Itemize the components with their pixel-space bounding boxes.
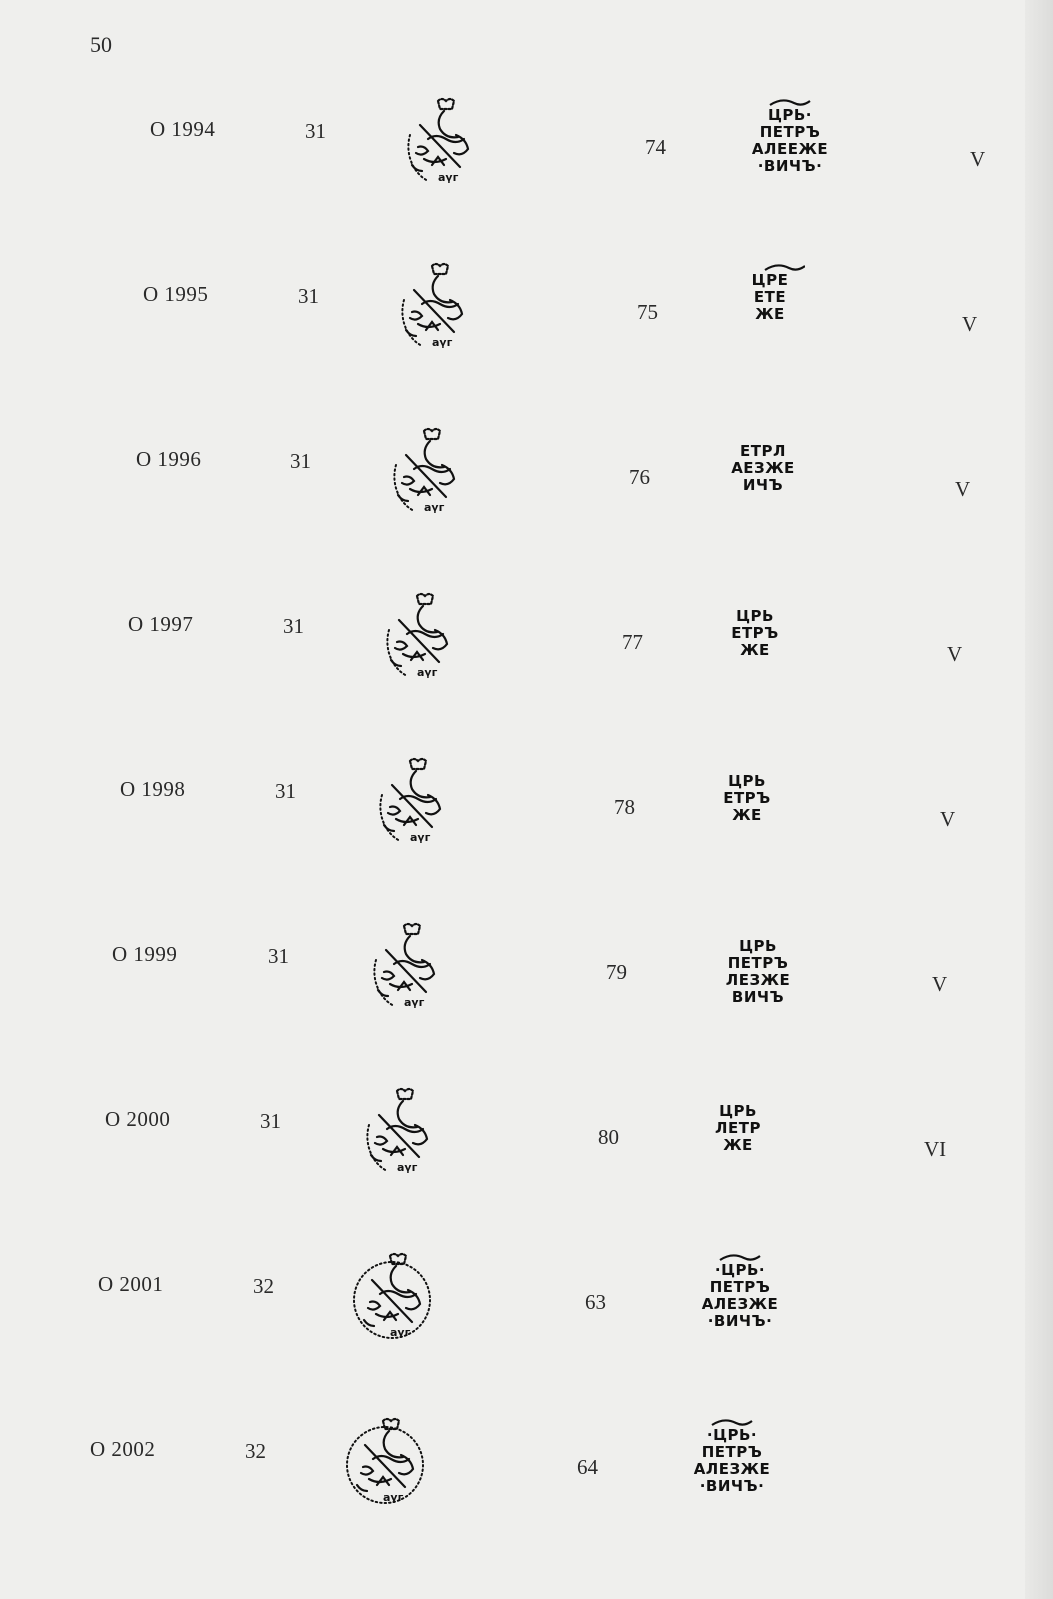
rider-image xyxy=(350,1250,434,1342)
reverse-inscription xyxy=(690,1254,790,1330)
inscription-line: ПЕТРЪ xyxy=(727,955,789,972)
reverse-inscription xyxy=(728,443,798,494)
titlo-mark xyxy=(682,1419,782,1427)
catalogue-entry xyxy=(0,755,1053,875)
svg-text:аүг: аүг xyxy=(417,666,438,679)
reverse-die-number: 75 xyxy=(637,300,658,324)
obverse-die-number: 31 xyxy=(275,779,296,803)
reverse-die-number: 77 xyxy=(622,630,643,654)
inscription-line: ЕТРЛ xyxy=(740,443,786,460)
inscription-line: ЦРЬ xyxy=(739,938,777,955)
catalogue-entry xyxy=(0,260,1053,380)
catalogue-entry xyxy=(0,1415,1053,1535)
catalogue-entry xyxy=(0,1250,1053,1370)
obverse-die-number: 32 xyxy=(253,1274,274,1298)
obverse-die-number: 31 xyxy=(298,284,319,308)
reverse-inscription xyxy=(712,773,782,824)
reverse-inscription xyxy=(735,264,805,323)
svg-text:аүг: аүг xyxy=(424,501,445,514)
reverse-inscription xyxy=(720,608,790,659)
inscription-line: ВИЧЪ xyxy=(731,989,785,1006)
inscription-line: ЕТРЪ xyxy=(731,625,779,642)
titlo-mark xyxy=(690,1254,790,1262)
reverse-die-number: 63 xyxy=(585,1290,606,1314)
rarity-grade: V xyxy=(955,477,971,501)
rider-image xyxy=(398,95,482,187)
rider-image xyxy=(364,920,448,1012)
catalogue-entry xyxy=(0,590,1053,710)
reverse-inscription xyxy=(740,99,840,175)
inscription-line: ЛЕЗЖЕ xyxy=(725,972,791,989)
obverse-die-number: 31 xyxy=(290,449,311,473)
rider-image xyxy=(392,260,476,352)
inscription-line: ·ЦРЬ· xyxy=(714,1262,766,1279)
obverse-die-number: 31 xyxy=(260,1109,281,1133)
reverse-die-number: 76 xyxy=(629,465,650,489)
inscription-line: ·ВИЧЪ· xyxy=(757,158,823,175)
inscription-line: ЦРЬ xyxy=(728,773,766,790)
inscription-line: ЦРЬ xyxy=(719,1103,757,1120)
reverse-die-number: 79 xyxy=(606,960,627,984)
rarity-grade: V xyxy=(962,312,978,336)
catalogue-entry xyxy=(0,95,1053,215)
rider-image xyxy=(377,590,461,682)
inscription-line: ИЧЪ xyxy=(742,477,784,494)
obverse-die-number: 31 xyxy=(268,944,289,968)
inscription-line: АЕЗЖЕ xyxy=(731,460,795,477)
rarity-grade: V xyxy=(947,642,963,666)
catalogue-entry xyxy=(0,425,1053,545)
inscription-line: ПЕТРЪ xyxy=(709,1279,771,1296)
reverse-die-number: 80 xyxy=(598,1125,619,1149)
svg-text:аүг: аүг xyxy=(397,1161,418,1174)
rider-image xyxy=(370,755,454,847)
inscription-line: ЛЕТР xyxy=(715,1120,761,1137)
rider-image xyxy=(343,1415,427,1507)
reverse-die-number: 64 xyxy=(577,1455,598,1479)
rarity-grade: V xyxy=(940,807,956,831)
catalogue-number: О 2000 xyxy=(105,1107,171,1131)
svg-text:аүг: аүг xyxy=(410,831,431,844)
rider-image xyxy=(357,1085,441,1177)
catalogue-number: О 1998 xyxy=(120,777,186,801)
inscription-line: ·ВИЧЪ· xyxy=(699,1478,765,1495)
rider-image xyxy=(384,425,468,517)
titlo-mark xyxy=(735,264,805,272)
rarity-grade: VI xyxy=(924,1137,947,1161)
inscription-line: ЦРЬ xyxy=(736,608,774,625)
catalogue-entry xyxy=(0,920,1053,1040)
catalogue-number: О 1997 xyxy=(128,612,194,636)
inscription-line: ЦРЬ· xyxy=(767,107,813,124)
reverse-die-number: 78 xyxy=(614,795,635,819)
svg-text:аүг: аүг xyxy=(404,996,425,1009)
inscription-line: ЖЕ xyxy=(723,1137,753,1154)
svg-text:аүг: аүг xyxy=(383,1491,404,1504)
rarity-grade: V xyxy=(970,147,986,171)
titlo-mark xyxy=(740,99,840,107)
reverse-die-number: 74 xyxy=(645,135,666,159)
inscription-line: ·ЦРЬ· xyxy=(706,1427,758,1444)
obverse-die-number: 32 xyxy=(245,1439,266,1463)
catalogue-number: О 1994 xyxy=(150,117,216,141)
catalogue-number: О 2002 xyxy=(90,1437,156,1461)
reverse-inscription xyxy=(708,938,808,1006)
catalogue-number: О 1995 xyxy=(143,282,209,306)
svg-text:аүг: аүг xyxy=(432,336,453,349)
inscription-line: ПЕТРЪ xyxy=(759,124,821,141)
reverse-inscription xyxy=(682,1419,782,1495)
catalogue-entry xyxy=(0,1085,1053,1205)
inscription-line: АЛЕЕЖЕ xyxy=(751,141,829,158)
obverse-die-number: 31 xyxy=(283,614,304,638)
inscription-line: ЖЕ xyxy=(732,807,762,824)
inscription-line: ЖЕ xyxy=(740,642,770,659)
inscription-line: АЛЕЗЖЕ xyxy=(701,1296,779,1313)
obverse-die-number: 31 xyxy=(305,119,326,143)
page-number: 50 xyxy=(90,32,112,57)
inscription-line: ПЕТРЪ xyxy=(701,1444,763,1461)
catalogue-number: О 1996 xyxy=(136,447,202,471)
catalogue-number: О 2001 xyxy=(98,1272,164,1296)
inscription-line: ЕТРЪ xyxy=(723,790,771,807)
inscription-line: ЦРЕ xyxy=(751,272,789,289)
inscription-line: ЕТЕ xyxy=(753,289,787,306)
inscription-line: ·ВИЧЪ· xyxy=(707,1313,773,1330)
catalogue-number: О 1999 xyxy=(112,942,178,966)
reverse-inscription xyxy=(703,1103,773,1154)
svg-text:аүг: аүг xyxy=(438,171,459,184)
svg-text:аүг: аүг xyxy=(390,1326,411,1339)
inscription-line: ЖЕ xyxy=(755,306,785,323)
rarity-grade: V xyxy=(932,972,948,996)
inscription-line: АЛЕЗЖЕ xyxy=(693,1461,771,1478)
